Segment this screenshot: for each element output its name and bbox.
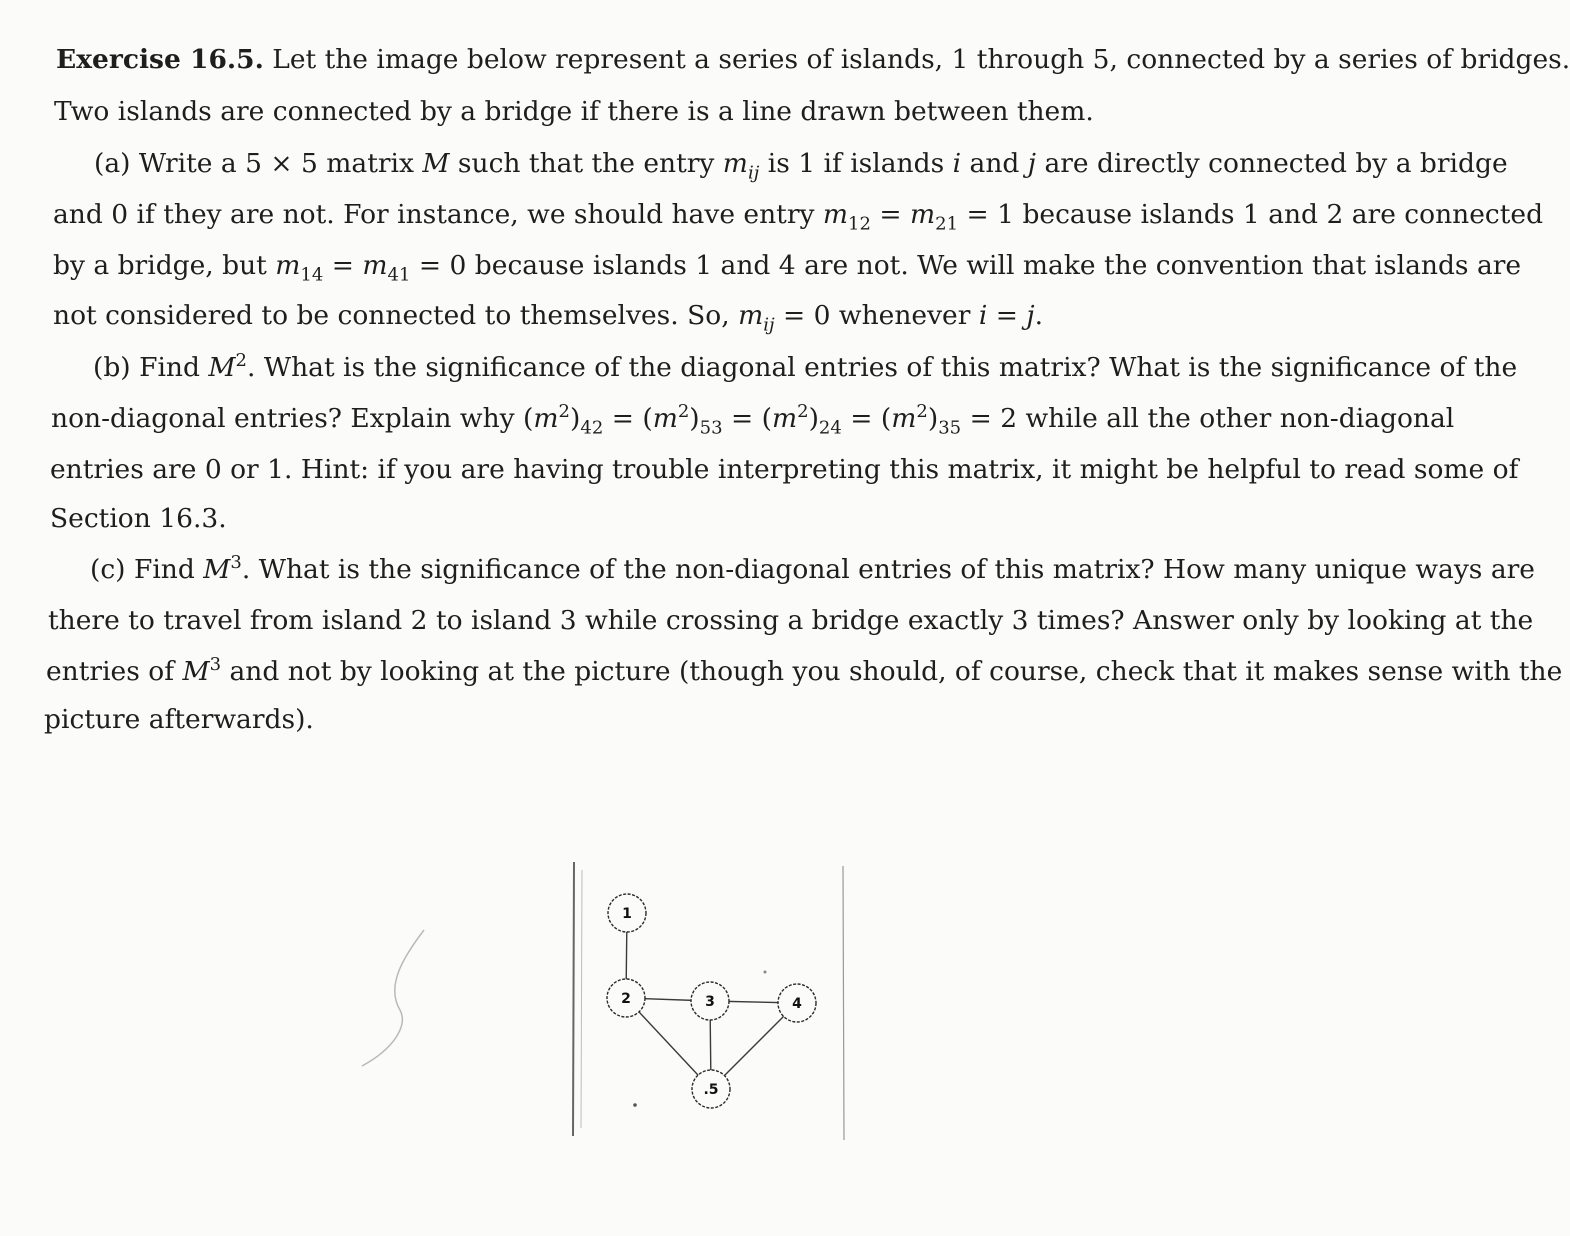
- part-b-line-1: (b) Find $M^2$. What is the significance of the diagonal entries of this matrix? What is the significance of the: [93, 350, 1518, 383]
- island-label-1: 1: [622, 906, 632, 922]
- stray-dot: [764, 971, 767, 974]
- part-a-line-1: (a) Write a 5 × 5 matrix M such that the entry $m_{ij}$ is 1 if islands i and j are directly connected by a bridge: [94, 148, 1508, 184]
- part-c-line-2: there to travel from island 2 to island 3 while crossing a bridge exactly 3 times? Answer only by looking at the: [48, 605, 1534, 636]
- part-a-line-2: and 0 if they are not. For instance, we should have entry $m_{12} = m_{21} = 1$ because islands 1 and 2 are connected: [53, 199, 1544, 235]
- part-b-line-4: Section 16.3.: [50, 503, 227, 534]
- island-label-5: .5: [703, 1082, 719, 1098]
- part-b-line-3: entries are 0 or 1. Hint: if you are having trouble interpreting this matrix, it might be helpful to read some of: [50, 454, 1519, 485]
- figure-frame-left-inner: [581, 870, 582, 1128]
- exercise-label: Exercise 16.5.: [56, 44, 264, 75]
- figure-frame-right: [843, 866, 844, 1140]
- part-a-line-4: not considered to be connected to themselves. So, $m_{ij} = 0$ whenever i = j.: [53, 300, 1044, 336]
- part-c-line-4: picture afterwards).: [44, 704, 314, 735]
- stray-dot: [633, 1103, 637, 1107]
- exercise-intro-line-2: Two islands are connected by a bridge if there is a line drawn between them.: [54, 96, 1094, 127]
- island-label-2: 2: [621, 991, 631, 1007]
- part-a-line-3: by a bridge, but $m_{14} = m_{41} = 0$ because islands 1 and 4 are not. We will make the convention that islands are: [53, 250, 1522, 286]
- exercise-intro-line-1: Exercise 16.5. Let the image below represent a series of islands, 1 through 5, connected by a series of bridges.: [56, 44, 1570, 75]
- island-label-3: 3: [705, 994, 715, 1010]
- part-b-line-2: non-diagonal entries? Explain why $(m^2)_{42} = (m^2)_{53} = (m^2)_{24} = (m^2)_{35} = 2$ while all the other non-diagonal: [51, 401, 1455, 439]
- pencil-mark: [362, 930, 424, 1066]
- part-c-line-1: (c) Find $M^3$. What is the significance of the non-diagonal entries of this matrix? How many unique ways are: [90, 552, 1535, 585]
- figure-frame-left: [573, 862, 574, 1136]
- part-c-line-3: entries of $M^3$ and not by looking at the picture (though you should, of course, check that it makes sense with the: [46, 654, 1563, 687]
- graph-nodes: [607, 894, 816, 1108]
- island-label-4: 4: [792, 996, 802, 1012]
